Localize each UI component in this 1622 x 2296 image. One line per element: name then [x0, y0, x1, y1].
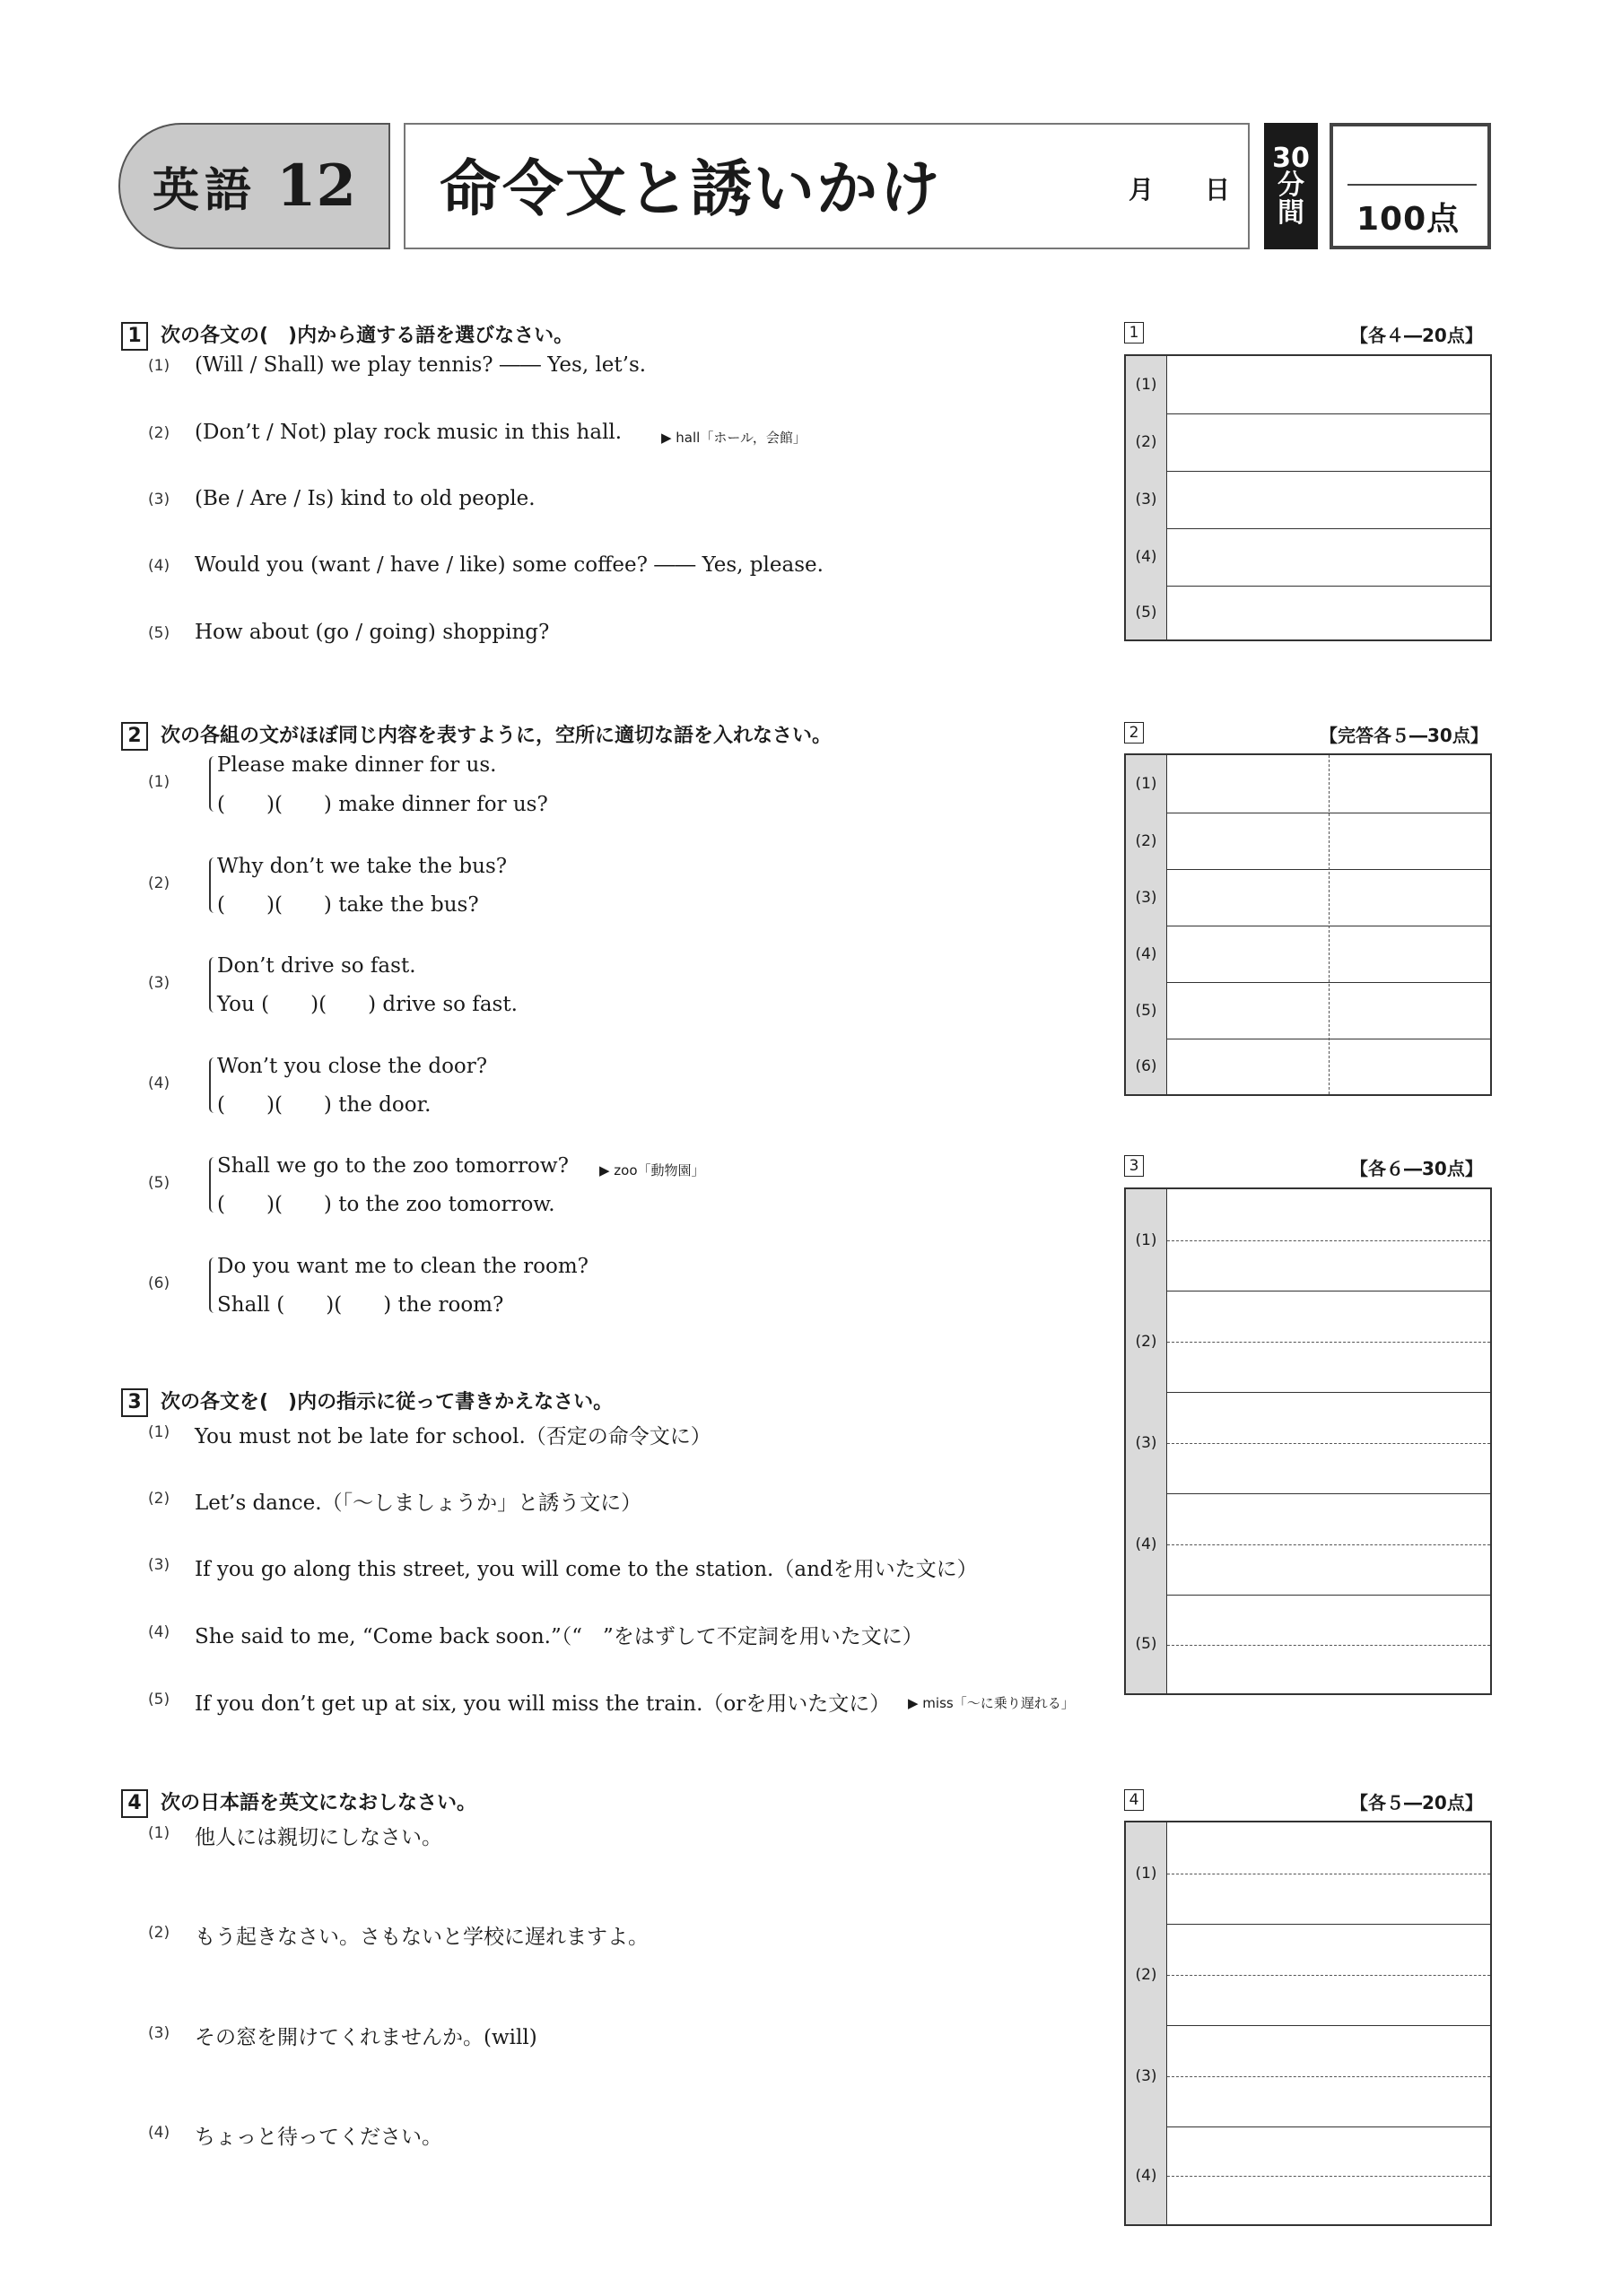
question-number: (5) [148, 1174, 170, 1192]
question-line-2: ( )( ) take the bus? [217, 893, 479, 917]
section-4-heading [121, 1787, 476, 1818]
column-divider [1329, 755, 1330, 1094]
question-line-1: Please make dinner for us. [217, 753, 497, 777]
subject-tab [118, 123, 390, 249]
section-1-points: 【各４―20点】 [1350, 325, 1483, 346]
time-limit-unit-1: 分 [1278, 170, 1304, 202]
answer-row-label: (1) [1126, 755, 1167, 813]
question-line-1: Do you want me to clean the room? [217, 1255, 589, 1278]
answer-row-label: (4) [1126, 528, 1167, 586]
answer-4-number: 4 [1124, 1789, 1144, 1811]
question-text: If you don’t get up at six, you will miss the train.（orを用いた文に） [195, 1692, 891, 1716]
brace [209, 1157, 216, 1213]
question-number: (1) [148, 773, 170, 791]
answer-row-label: (1) [1126, 356, 1167, 413]
question-text: You must not be late for school.（否定の命令文に） [195, 1425, 711, 1448]
question-text: (Don’t / Not) play rock music in this hall. [195, 421, 623, 444]
answer-row-label: (5) [1126, 586, 1167, 639]
question-text: How about (go / going) shopping? [195, 621, 550, 644]
answer-row-label: (3) [1126, 869, 1167, 926]
question-text: ちょっと待ってください。 [195, 2126, 442, 2149]
question-number: (2) [148, 1490, 170, 1508]
question-text: Would you (want / have / like) some coffee? ―― Yes, please. [195, 553, 824, 577]
day-label: 日 [1205, 175, 1231, 204]
question-number: (3) [148, 974, 170, 992]
answer-row-label: (5) [1126, 1595, 1167, 1693]
time-limit-unit-2: 間 [1278, 196, 1304, 229]
question-number: (1) [148, 1423, 170, 1441]
question-line-1: Why don’t we take the bus? [217, 855, 508, 878]
answer-2-number: 2 [1124, 722, 1144, 744]
section-number: 2 [121, 722, 148, 751]
question-number: (4) [148, 1074, 170, 1092]
section-3-heading [121, 1387, 613, 1417]
section-2-points: 【完答各５―30点】 [1320, 725, 1488, 746]
question-line-1: Shall we go to the zoo tomorrow? [217, 1154, 569, 1178]
vocab-note: ▶ miss「～に乗り遅れる」 [908, 1695, 1075, 1711]
question-line-2: ( )( ) the door. [217, 1093, 432, 1117]
answer-grid-2 [1124, 753, 1492, 1096]
question-line-2: You ( )( ) drive so fast. [217, 993, 518, 1016]
brace [209, 756, 216, 812]
section-number: 4 [121, 1789, 148, 1818]
answer-row-label: (3) [1126, 1392, 1167, 1493]
question-text: She said to me, “Come back soon.”（“ ”をはずして不定詞を用いた文に） [195, 1625, 923, 1648]
section-instruction: 次の各文の( )内から適する語を選びなさい。 [161, 325, 574, 347]
answer-row-label: (5) [1126, 982, 1167, 1039]
answer-row-label: (2) [1126, 413, 1167, 471]
section-2-heading [121, 720, 832, 751]
answer-grid-3 [1124, 1187, 1492, 1695]
section-4-points: 【各５―20点】 [1350, 1792, 1483, 1813]
section-3-points: 【各６―30点】 [1350, 1158, 1483, 1179]
unit-number: 12 [275, 152, 357, 220]
question-number: (2) [148, 424, 170, 442]
question-line-1: Won’t you close the door? [217, 1055, 488, 1078]
total-score: 100点 [1356, 201, 1461, 238]
question-number: (4) [148, 1623, 170, 1641]
answer-row-label: (2) [1126, 1924, 1167, 2025]
question-number: (2) [148, 874, 170, 892]
question-line-2: ( )( ) make dinner for us? [217, 793, 548, 816]
page-title: 命令文と誘いかけ [440, 154, 943, 225]
question-text: Let’s dance.（「～しましょうか」と誘う文に） [195, 1492, 642, 1515]
brace [209, 957, 216, 1013]
section-number: 3 [121, 1388, 148, 1417]
answer-3-number: 3 [1124, 1155, 1144, 1177]
question-line-2: ( )( ) to the zoo tomorrow. [217, 1193, 555, 1216]
section-instruction: 次の日本語を英文になおしなさい。 [161, 1792, 477, 1814]
score-divider [1347, 184, 1477, 186]
question-number: (4) [148, 557, 170, 575]
question-number: (5) [148, 624, 170, 642]
time-limit-minutes: 30 [1272, 142, 1310, 174]
brace [209, 1257, 216, 1313]
answer-row-label: (4) [1126, 1493, 1167, 1595]
question-number: (1) [148, 357, 170, 375]
answer-row-label: (3) [1126, 471, 1167, 528]
question-text: もう起きなさい。さもないと学校に遅れますよ。 [195, 1926, 649, 1949]
question-number: (3) [148, 491, 170, 509]
question-number: (5) [148, 1691, 170, 1709]
subject-label: 英語 [152, 164, 257, 218]
answer-grid-4 [1124, 1821, 1492, 2226]
answer-row-label: (6) [1126, 1039, 1167, 1094]
time-limit-badge [1264, 123, 1318, 249]
question-text: 他人には親切にしなさい。 [195, 1826, 442, 1849]
answer-1-number: 1 [1124, 322, 1144, 344]
answer-row-label: (2) [1126, 813, 1167, 869]
question-text: If you go along this street, you will come to the station.（andを用いた文に） [195, 1558, 978, 1581]
question-text: (Will / Shall) we play tennis? ―― Yes, let’s. [195, 353, 647, 377]
vocab-note: ▶ hall「ホール，会館」 [661, 430, 807, 446]
question-number: (1) [148, 1824, 170, 1842]
section-1-heading [121, 320, 573, 351]
question-text: (Be / Are / Is) kind to old people. [195, 487, 536, 510]
question-number: (4) [148, 2124, 170, 2142]
section-number: 1 [121, 322, 148, 351]
answer-row-label: (1) [1126, 1822, 1167, 1924]
question-number: (6) [148, 1274, 170, 1292]
answer-row-label: (1) [1126, 1189, 1167, 1291]
answer-row-label: (4) [1126, 926, 1167, 982]
answer-row-label: (2) [1126, 1291, 1167, 1392]
question-line-1: Don’t drive so fast. [217, 954, 416, 978]
vocab-note: ▶ zoo「動物園」 [599, 1162, 705, 1178]
answer-row-label: (3) [1126, 2025, 1167, 2126]
section-instruction: 次の各組の文がほぼ同じ内容を表すように，空所に適切な語を入れなさい。 [161, 725, 833, 747]
question-number: (2) [148, 1924, 170, 1942]
brace [209, 857, 216, 913]
question-number: (3) [148, 1556, 170, 1574]
month-label: 月 [1129, 175, 1155, 204]
question-number: (3) [148, 2024, 170, 2042]
brace [209, 1057, 216, 1113]
question-text: その窓を開けてくれませんか。(will) [195, 2026, 537, 2049]
section-instruction: 次の各文を( )内の指示に従って書きかえなさい。 [161, 1391, 614, 1413]
question-line-2: Shall ( )( ) the room? [217, 1293, 504, 1317]
answer-row-label: (4) [1126, 2126, 1167, 2224]
answer-grid-1 [1124, 354, 1492, 641]
